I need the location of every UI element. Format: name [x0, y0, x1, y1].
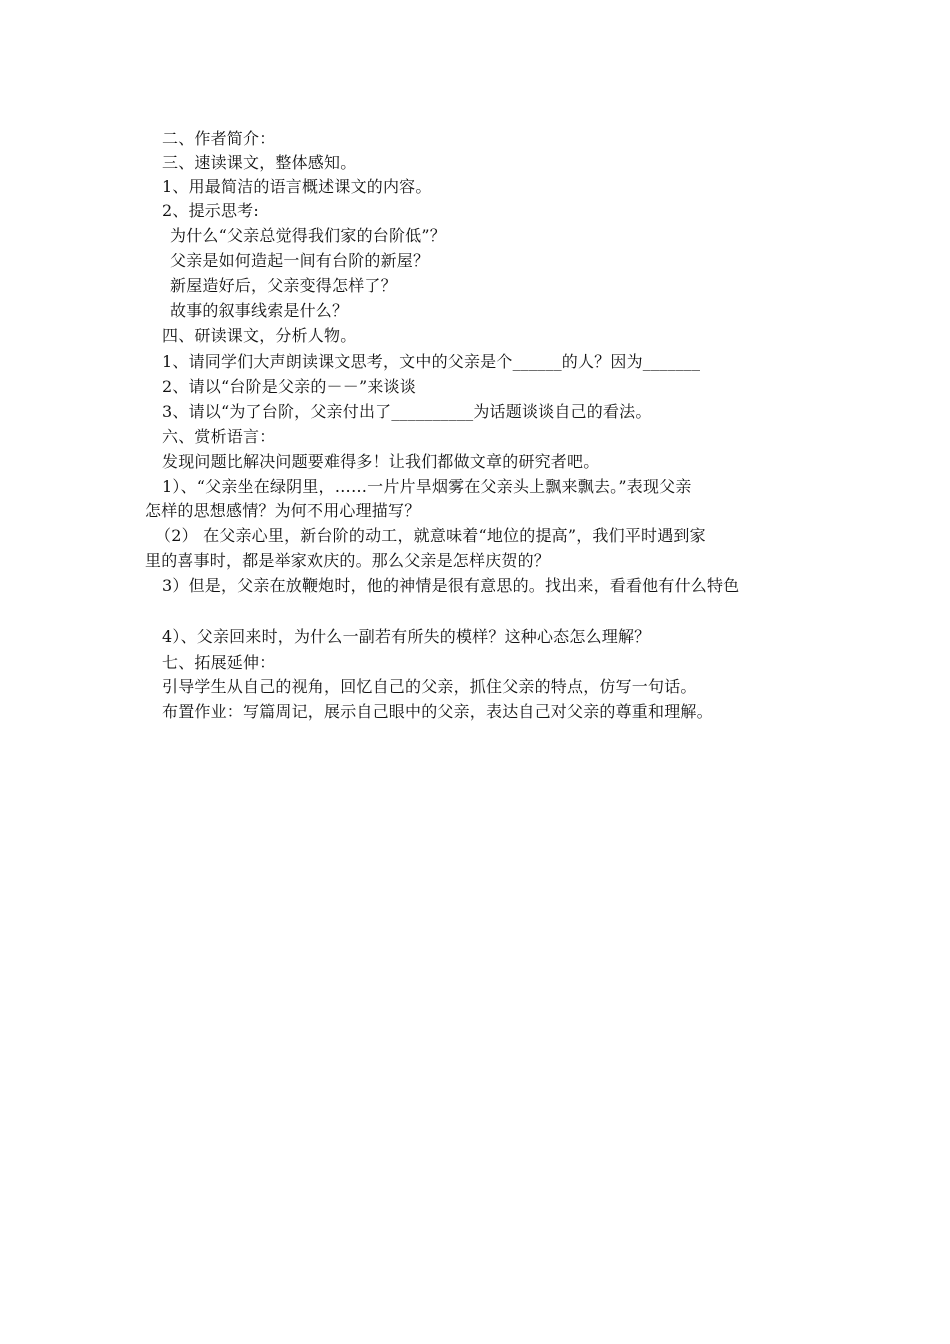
question-3: 3）但是，父亲在放鞭炮时，他的神情是很有意思的。找出来，看看他有什么特色	[162, 576, 740, 595]
heading-speed-reading: 三、速读课文，整体感知。	[162, 153, 357, 172]
heading-analyze-character: 四、研读课文，分析人物。	[162, 326, 357, 345]
question-narrative-clue: 故事的叙事线索是什么？	[170, 301, 349, 320]
intro-researcher: 发现问题比解决问题要难得多！让我们都做文章的研究者吧。	[162, 452, 600, 471]
task-step-is-father: 2、请以“台阶是父亲的－－”来谈谈	[162, 377, 416, 396]
question-2-line-2: 里的喜事时，都是举家欢庆的。那么父亲是怎样庆贺的？	[145, 551, 551, 570]
question-step-low: 为什么“父亲总觉得我们家的台阶低”？	[170, 226, 446, 245]
heading-extension: 七、拓展延伸：	[162, 653, 276, 672]
task-hint-thinking: 2、提示思考:	[162, 201, 259, 220]
heading-appreciate-language: 六、赏析语言：	[162, 427, 276, 446]
task-imitate-writing: 引导学生从自己的视角，回忆自己的父亲，抓住父亲的特点，仿写一句话。	[162, 677, 697, 696]
question-1-line-2: 怎样的思想感情？为何不用心理描写？	[145, 501, 421, 520]
task-summarize: 1、用最简洁的语言概述课文的内容。	[162, 177, 432, 196]
task-for-the-step: 3、请以“为了台阶，父亲付出了__________为话题谈谈自己的看法。	[162, 402, 652, 421]
question-1-line-1: 1）、“父亲坐在绿阴里，……一片片旱烟雾在父亲头上飘来飘去。”表现父亲	[162, 477, 692, 496]
question-build-house: 父亲是如何造起一间有台阶的新屋？	[170, 251, 430, 270]
question-father-change: 新屋造好后，父亲变得怎样了？	[170, 276, 397, 295]
task-read-aloud: 1、请同学们大声朗读课文思考，文中的父亲是个______的人？因为_______	[162, 352, 701, 371]
heading-author-intro: 二、作者简介：	[162, 129, 276, 148]
question-2-line-1: （2） 在父亲心里，新台阶的动工，就意味着“地位的提高”，我们平时遇到家	[155, 526, 706, 545]
homework-assignment: 布置作业：写篇周记，展示自己眼中的父亲，表达自己对父亲的尊重和理解。	[162, 702, 713, 721]
question-4: 4）、父亲回来时，为什么一副若有所失的模样？这种心态怎么理解？	[162, 627, 651, 646]
